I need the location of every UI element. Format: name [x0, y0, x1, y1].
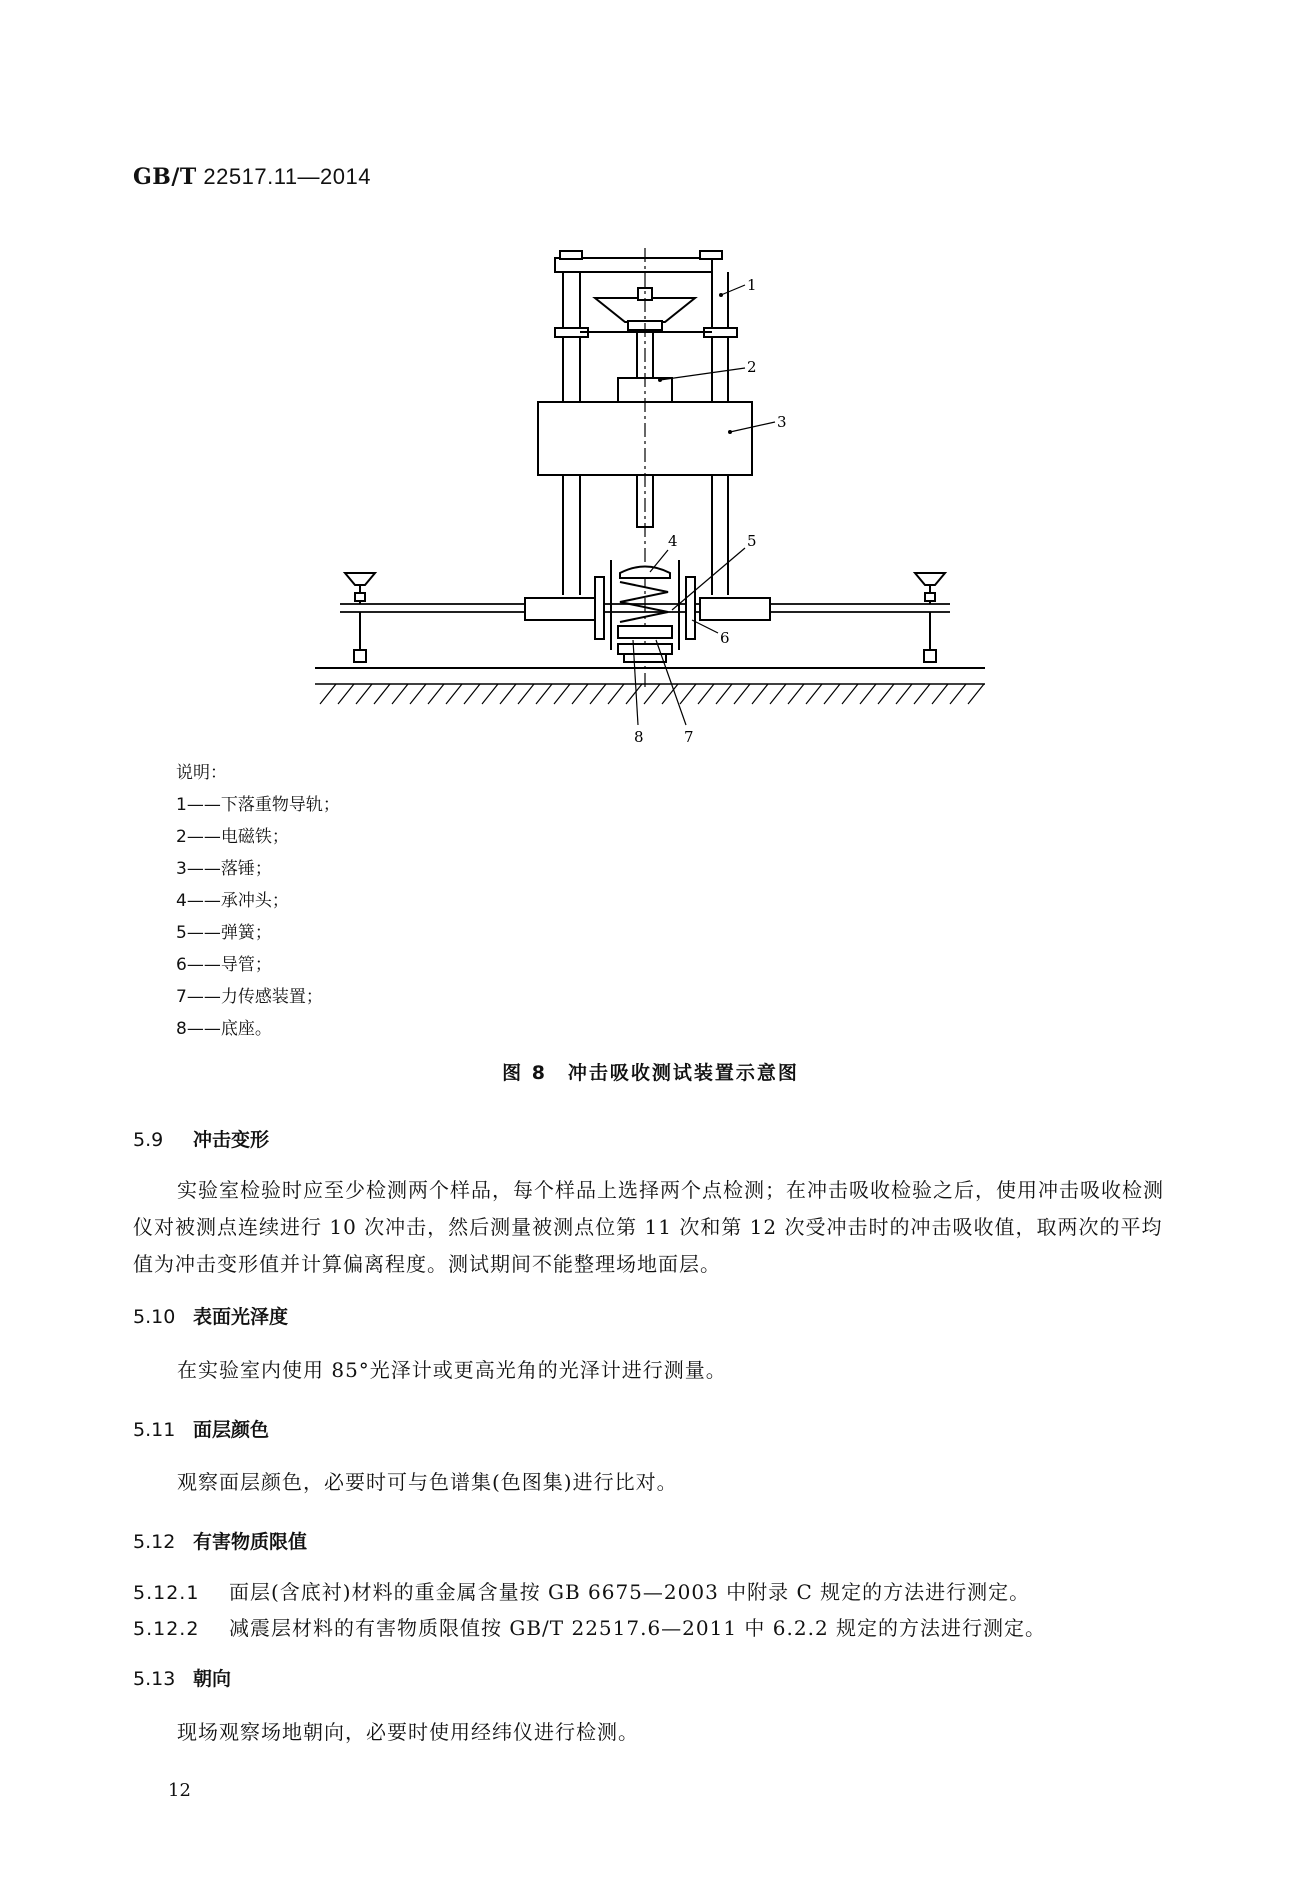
- section-body-5-10: 在实验室内使用 85°光泽计或更高光角的光泽计进行测量。: [177, 1358, 727, 1382]
- subsection-5-12-2: [133, 1612, 1046, 1641]
- legend-item: 2——电磁铁；: [176, 827, 289, 847]
- section-title: 面层颜色: [193, 1419, 270, 1441]
- callout-6: 6: [720, 629, 730, 647]
- section-number: 5.10: [133, 1306, 176, 1328]
- legend-item: 3——落锤；: [176, 859, 272, 879]
- section-body-5-13: 现场观察场地朝向，必要时使用经纬仪进行检测。: [177, 1720, 639, 1744]
- section-heading-5-10: [133, 1302, 288, 1329]
- legend-item: 4——承冲头；: [176, 891, 289, 911]
- callout-2: 2: [747, 358, 757, 376]
- callout-8: 8: [634, 728, 644, 746]
- section-body-5-11: 观察面层颜色，必要时可与色谱集(色图集)进行比对。: [177, 1470, 678, 1494]
- callout-1: 1: [747, 276, 757, 294]
- section-heading-5-11: [133, 1415, 269, 1442]
- legend-item: 7——力传感装置；: [176, 987, 323, 1007]
- section-title: 冲击变形: [193, 1129, 270, 1151]
- section-heading-5-12: [133, 1527, 307, 1554]
- section-title: 朝向: [193, 1668, 232, 1690]
- subsection-number: 5.12.2: [133, 1618, 200, 1640]
- section-number: 5.12: [133, 1531, 176, 1553]
- standard-number: 22517.11—2014: [203, 164, 371, 189]
- section-number: 5.13: [133, 1668, 176, 1690]
- subsection-text: 面层(含底衬)材料的重金属含量按 GB 6675—2003 中附录 C 规定的方法进行测定。: [229, 1580, 1031, 1604]
- subsection-5-12-1: [133, 1576, 1030, 1605]
- subsection-text: 减震层材料的有害物质限值按 GB/T 22517.6—2011 中 6.2.2 规定的方法进行测定。: [229, 1616, 1047, 1640]
- legend-item: 8——底座。: [176, 1019, 272, 1039]
- callout-5: 5: [747, 532, 757, 550]
- callout-4: 4: [668, 532, 678, 550]
- section-title: 表面光泽度: [193, 1306, 289, 1328]
- section-heading-5-13: [133, 1664, 231, 1691]
- legend-item: 6——导管；: [176, 955, 272, 975]
- section-body-5-9: 实验室检验时应至少检测两个样品，每个样品上选择两个点检测；在冲击吸收检验之后，使用冲击吸收检测仪对被测点连续进行 10 次冲击，然后测量被测点位第 11 次和第 12 次受冲击时的冲击吸收值，取两次的平均值为冲击变形值并计算偏离程度。测试期间不能整理场地面层。: [133, 1178, 1164, 1276]
- section-number: 5.9: [133, 1129, 164, 1151]
- section-number: 5.11: [133, 1419, 176, 1441]
- legend-title: 说明：: [176, 763, 227, 783]
- page-number: 12: [168, 1780, 191, 1801]
- callout-3: 3: [777, 413, 787, 431]
- callout-7: 7: [684, 728, 694, 746]
- legend-item: 5——弹簧；: [176, 923, 272, 943]
- legend-item: 1——下落重物导轨；: [176, 795, 340, 815]
- standard-prefix: GB/T: [133, 164, 197, 190]
- figure-legend: [176, 757, 340, 1045]
- section-title: 有害物质限值: [193, 1531, 308, 1553]
- subsection-number: 5.12.1: [133, 1582, 200, 1604]
- figure-caption: 图 8 冲击吸收测试装置示意图: [502, 1062, 799, 1084]
- standard-code: [133, 164, 371, 190]
- section-heading-5-9: [133, 1125, 269, 1152]
- apparatus-diagram: [310, 240, 1000, 750]
